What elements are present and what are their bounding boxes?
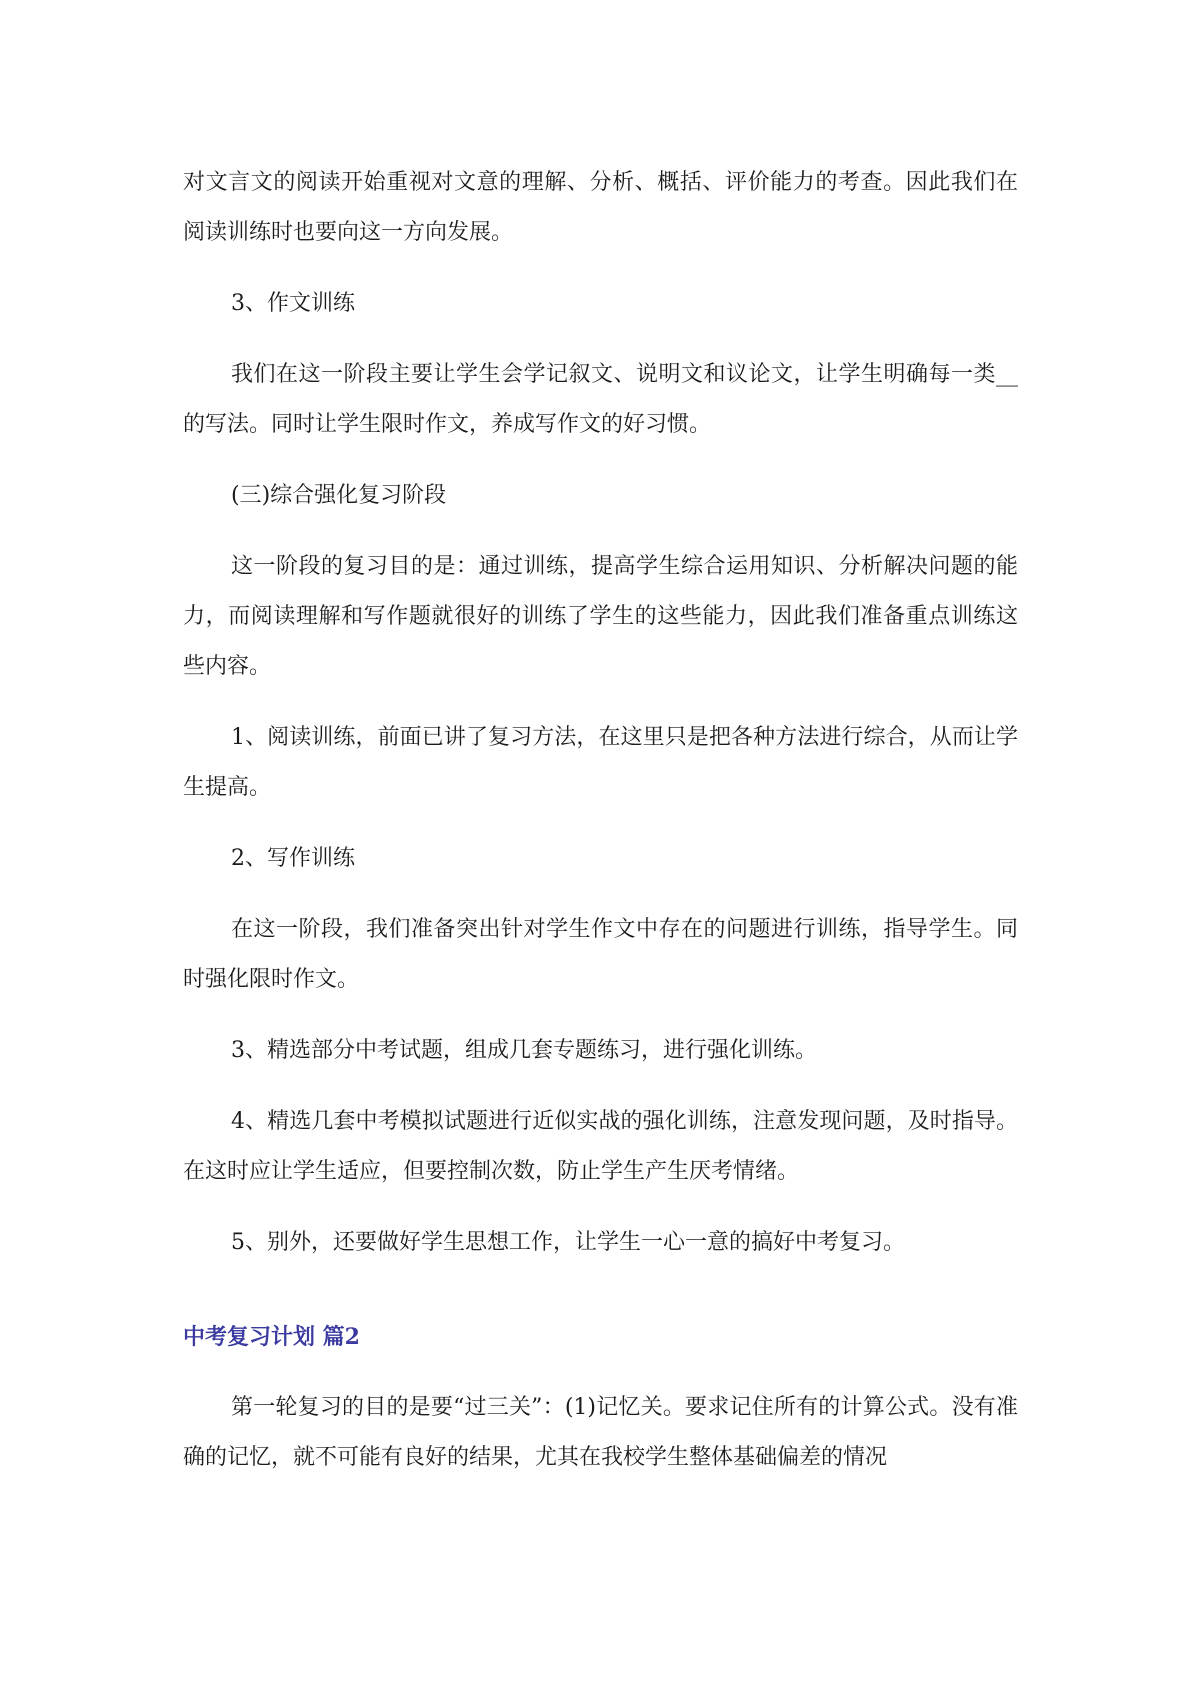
paragraph-first-round-review: 第一轮复习的目的是要“过三关”：(1)记忆关。要求记住所有的计算公式。没有准确的记忆，就不可能有良好的结果，尤其在我校学生整体基础偏差的情况 bbox=[183, 1395, 1018, 1470]
paragraph-stage-three-goal: 这一阶段的复习目的是：通过训练，提高学生综合运用知识、分析解决问题的能力，而阅读理解和写作题就很好的训练了学生的这些能力，因此我们准备重点训练这些内容。 bbox=[183, 554, 1018, 679]
subheading-stage-three: (三)综合强化复习阶段 bbox=[231, 483, 447, 508]
paragraph-item-3: 3、精选部分中考试题，组成几套专题练习，进行强化训练。 bbox=[231, 1038, 817, 1063]
paragraph-reading-training: 1、阅读训练，前面已讲了复习方法，在这里只是把各种方法进行综合，从而让学生提高。 bbox=[183, 725, 1018, 800]
paragraph-writing-training: 在这一阶段，我们准备突出针对学生作文中存在的问题进行训练，指导学生。同时强化限时作文。 bbox=[183, 917, 1018, 992]
paragraph-continuation: 对文言文的阅读开始重视对文意的理解、分析、概括、评价能力的考查。因此我们在阅读训练时也要向这一方向发展。 bbox=[183, 170, 1018, 245]
subheading-writing-training: 2、写作训练 bbox=[231, 846, 355, 871]
paragraph-composition: 我们在这一阶段主要让学生会学记叙文、说明文和议论文，让学生明确每一类__的写法。同时让学生限时作文，养成写作文的好习惯。 bbox=[183, 362, 1018, 437]
paragraph-item-4: 4、精选几套中考模拟试题进行近似实战的强化训练，注意发现问题，及时指导。在这时应让学生适应，但要控制次数，防止学生产生厌考情绪。 bbox=[183, 1109, 1018, 1184]
section-heading-part-2: 中考复习计划 篇2 bbox=[183, 1324, 360, 1350]
subheading-composition-training: 3、作文训练 bbox=[231, 291, 355, 316]
document-page bbox=[183, 158, 1018, 1483]
paragraph-item-5: 5、别外，还要做好学生思想工作，让学生一心一意的搞好中考复习。 bbox=[231, 1230, 905, 1255]
